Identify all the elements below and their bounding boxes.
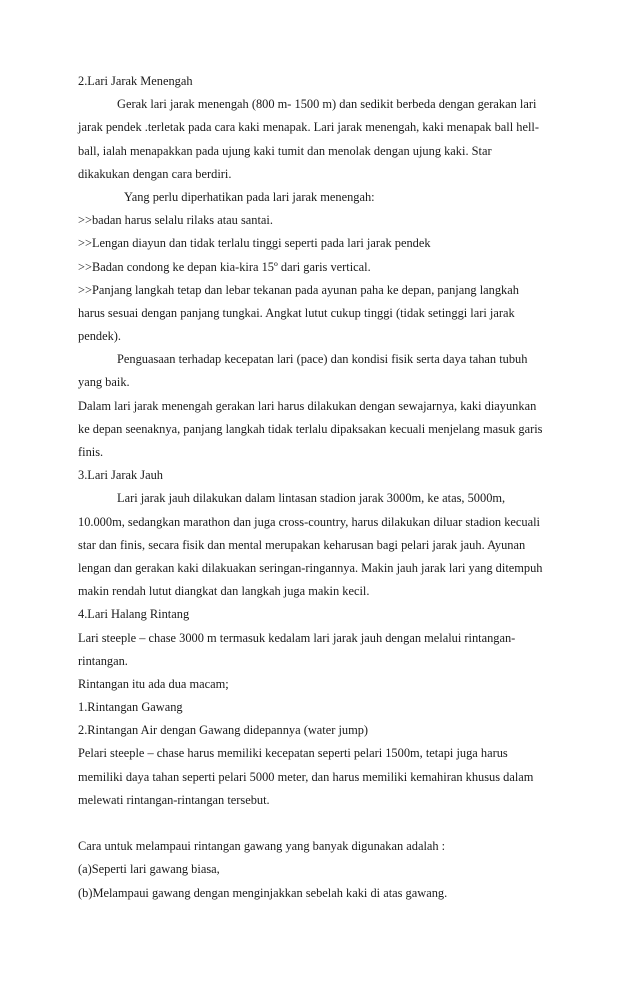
paragraph-line: Lari jarak jauh dilakukan dalam lintasan stadion jarak 3000m, ke atas, 5000m, xyxy=(117,491,506,506)
paragraph-line: Lari steeple – chase 3000 m termasuk kedalam lari jarak jauh dengan melalui rintangan- xyxy=(78,630,516,645)
list-item: 1.Rintangan Gawang xyxy=(78,700,183,715)
section-heading: 4.Lari Halang Rintang xyxy=(78,607,190,622)
section-heading: 3.Lari Jarak Jauh xyxy=(78,468,163,483)
list-item: >>badan harus selalu rilaks atau santai. xyxy=(78,213,273,228)
paragraph-line: Yang perlu diperhatikan pada lari jarak menengah: xyxy=(124,189,375,204)
list-item: (b)Melampaui gawang dengan menginjakkan sebelah kaki di atas gawang. xyxy=(78,885,448,900)
paragraph-line: jarak pendek .terletak pada cara kaki menapak. Lari jarak menengah, kaki menapak ball hell- xyxy=(78,120,539,135)
paragraph-line: dikakukan dengan cara berdiri. xyxy=(78,166,232,181)
list-item: >>Panjang langkah tetap dan lebar tekanan pada ayunan paha ke depan, panjang langkah xyxy=(78,282,519,297)
paragraph-line: rintangan. xyxy=(78,653,128,668)
paragraph-line: Cara untuk melampaui rintangan gawang yang banyak digunakan adalah : xyxy=(78,839,446,854)
paragraph-line: Gerak lari jarak menengah (800 m- 1500 m) dan sedikit berbeda dengan gerakan lari xyxy=(117,97,537,112)
paragraph-line: ball, ialah menapakkan pada ujung kaki tumit dan menolak dengan ujung kaki. Star xyxy=(78,143,492,158)
section-heading: 2.Lari Jarak Menengah xyxy=(78,74,193,88)
paragraph-line: yang baik. xyxy=(78,375,130,390)
paragraph-line: harus sesuai dengan panjang tungkai. Angkat lutut cukup tinggi (tidak setinggi lari jarak xyxy=(78,305,515,320)
list-item: >>Lengan diayun dan tidak terlalu tinggi seperti pada lari jarak pendek xyxy=(78,236,431,251)
document-body xyxy=(78,70,578,905)
paragraph-line: Penguasaan terhadap kecepatan lari (pace) dan kondisi fisik serta daya tahan tubuh xyxy=(117,352,528,367)
paragraph-line: Dalam lari jarak menengah gerakan lari harus dilakukan dengan sewajarnya, kaki diayunkan xyxy=(78,398,537,413)
paragraph-line: Pelari steeple – chase harus memiliki kecepatan seperti pelari 1500m, tetapi juga harus xyxy=(78,746,508,761)
list-item: (a)Seperti lari gawang biasa, xyxy=(78,862,220,877)
paragraph-line: ke depan seenaknya, panjang langkah tidak terlalu dipaksakan kecuali menjelang masuk garis xyxy=(78,421,543,436)
paragraph-line: melewati rintangan-rintangan tersebut. xyxy=(78,792,270,807)
list-item: 2.Rintangan Air dengan Gawang didepannya (water jump) xyxy=(78,723,369,738)
paragraph-line: Rintangan itu ada dua macam; xyxy=(78,676,229,691)
paragraph-line: finis. xyxy=(78,445,104,459)
paragraph-line: star dan finis, secara fisik dan mental merupakan keharusan bagi pelari jarak jauh. Ayunan xyxy=(78,537,526,552)
paragraph-line: pendek). xyxy=(78,329,122,344)
paragraph-line: 10.000m, sedangkan marathon dan juga cross-country, harus dilakukan diluar stadion kecuali xyxy=(78,514,540,529)
paragraph-line: makin rendah lutut diangkat dan langkah juga makin kecil. xyxy=(78,584,370,599)
paragraph-line: memiliki daya tahan seperti pelari 5000 meter, dan harus memiliki kemahiran khusus dalam xyxy=(78,769,534,784)
blank-line xyxy=(78,812,578,835)
paragraph-line: lengan dan gerakan kaki dilakuakan seringan-ringannya. Makin jauh jarak lari yang ditempuh xyxy=(78,560,543,575)
list-item: >>Badan condong ke depan kia-kira 15º dari garis vertical. xyxy=(78,259,371,274)
